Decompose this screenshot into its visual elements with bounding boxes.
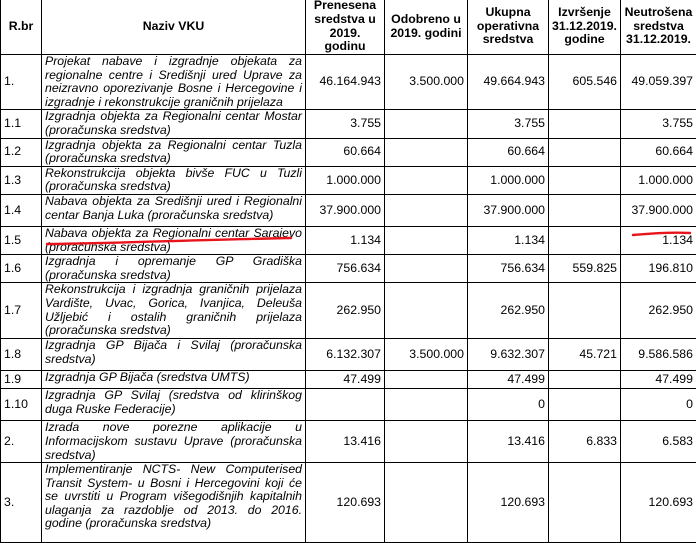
table-row: [1, 371, 696, 389]
cell-neutrosena: 3.755: [621, 110, 696, 138]
cell-ukupna: 13.416: [468, 421, 549, 463]
table-row: [1, 110, 696, 138]
cell-naziv: Rekonstrukcija objekta bivše FUC u Tuzli (proračunska sredstva): [42, 166, 306, 194]
cell-neutrosena: 120.693: [621, 463, 696, 543]
cell-naziv: Nabava objekta za Središnji ured i Regionalni centar Banja Luka (proračunska sredstva): [42, 194, 306, 226]
table-body: [1, 55, 696, 543]
cell-ukupna: 60.664: [468, 138, 549, 166]
table-row: [1, 194, 696, 226]
cell-rbr: 2.: [1, 421, 42, 463]
cell-izvrsenje: [549, 283, 621, 339]
cell-neutrosena: 1.134: [621, 226, 696, 254]
cell-neutrosena: 196.810: [621, 255, 696, 283]
cell-rbr: 1.2: [1, 138, 42, 166]
cell-odobreno: [385, 110, 468, 138]
cell-izvrsenje: 45.721: [549, 339, 621, 371]
cell-neutrosena: 262.950: [621, 283, 696, 339]
cell-rbr: 1.: [1, 55, 42, 110]
cell-prenesena: 47.499: [306, 371, 385, 389]
cell-neutrosena: 9.586.586: [621, 339, 696, 371]
cell-neutrosena: 49.059.397: [621, 55, 696, 110]
cell-neutrosena: 37.900.000: [621, 194, 696, 226]
cell-izvrsenje: [549, 389, 621, 421]
cell-naziv: Izgradnja objekta za Regionalni centar Tuzla (proračunska sredstva): [42, 138, 306, 166]
cell-prenesena: 1.134: [306, 226, 385, 254]
cell-rbr: 1.5: [1, 226, 42, 254]
cell-ukupna: 262.950: [468, 283, 549, 339]
cell-izvrsenje: 6.833: [549, 421, 621, 463]
table-row: [1, 166, 696, 194]
cell-prenesena: 3.755: [306, 110, 385, 138]
cell-naziv: Izgradnja GP Bijača i Svilaj (proračunska sredstva): [42, 339, 306, 371]
table-row: [1, 55, 696, 110]
table-header-row: [1, 0, 696, 55]
cell-naziv: Implementiranje NCTS- New Computerised Transit System- u Bosni i Hercegovini koji će se uvrstiti u Program višegodišnjih kapitalnih ulaganja za razdoblje od 2013. do 2016. godine (proračunska sredstva): [42, 463, 306, 543]
cell-odobreno: 3.500.000: [385, 55, 468, 110]
cell-ukupna: 3.755: [468, 110, 549, 138]
cell-prenesena: 6.132.307: [306, 339, 385, 371]
cell-izvrsenje: [549, 166, 621, 194]
cell-odobreno: [385, 421, 468, 463]
cell-neutrosena: 0: [621, 389, 696, 421]
cell-ukupna: 1.134: [468, 226, 549, 254]
cell-ukupna: 120.693: [468, 463, 549, 543]
header-naziv: Naziv VKU: [42, 0, 306, 55]
cell-prenesena: 46.164.943: [306, 55, 385, 110]
cell-prenesena: [306, 389, 385, 421]
cell-naziv: Izrada nove porezne aplikacije u Informacijskom sustavu Uprave (proračunska sredstva): [42, 421, 306, 463]
table-row: [1, 226, 696, 254]
table-row: [1, 138, 696, 166]
cell-prenesena: 13.416: [306, 421, 385, 463]
cell-neutrosena: 1.000.000: [621, 166, 696, 194]
cell-prenesena: 262.950: [306, 283, 385, 339]
cell-neutrosena: 6.583: [621, 421, 696, 463]
cell-naziv: Izgradnja objekta za Regionalni centar Mostar (proračunska sredstva): [42, 110, 306, 138]
cell-ukupna: 9.632.307: [468, 339, 549, 371]
cell-ukupna: 49.664.943: [468, 55, 549, 110]
cell-izvrsenje: [549, 110, 621, 138]
cell-odobreno: [385, 194, 468, 226]
cell-izvrsenje: [549, 138, 621, 166]
cell-rbr: 1.9: [1, 371, 42, 389]
header-rbr: R.br: [1, 0, 42, 55]
cell-izvrsenje: 605.546: [549, 55, 621, 110]
table-row: [1, 389, 696, 421]
cell-naziv: Rekonstrukcija i izgradnja graničnih prijelaza Vardište, Uvac, Gorica, Ivanjica, Deleuša Užljebić i ostalih graničnih prijelaza (proračunska sredstva): [42, 283, 306, 339]
header-izvrsenje: Izvršenje 31.12.2019. godine: [549, 0, 621, 55]
cell-rbr: 1.4: [1, 194, 42, 226]
cell-naziv: Nabava objekta za Regionalni centar Sarajevo (proračunska sredstva): [42, 226, 306, 254]
cell-odobreno: [385, 389, 468, 421]
header-ukupna: Ukupna operativna sredstva: [468, 0, 549, 55]
cell-odobreno: [385, 255, 468, 283]
header-odobreno: Odobreno u 2019. godini: [385, 0, 468, 55]
cell-neutrosena: 47.499: [621, 371, 696, 389]
cell-izvrsenje: [549, 194, 621, 226]
cell-prenesena: 120.693: [306, 463, 385, 543]
cell-odobreno: [385, 166, 468, 194]
table-row: [1, 421, 696, 463]
cell-prenesena: 756.634: [306, 255, 385, 283]
cell-naziv: Projekat nabave i izgradnje objekata za regionalne centre i Središnji ured Uprave za neizravno oporezivanje Bosne i Hercegovine i izgradnje i rekonstrukcije graničnih prijelaza: [42, 55, 306, 110]
header-prenesena: Prenesena sredstva u 2019. godinu: [306, 0, 385, 55]
cell-ukupna: 756.634: [468, 255, 549, 283]
cell-rbr: 3.: [1, 463, 42, 543]
cell-neutrosena: 60.664: [621, 138, 696, 166]
cell-rbr: 1.8: [1, 339, 42, 371]
table-row: [1, 339, 696, 371]
cell-naziv: Izgradnja GP Bijača (sredstva UMTS): [42, 371, 306, 389]
cell-ukupna: 37.900.000: [468, 194, 549, 226]
cell-izvrsenje: [549, 371, 621, 389]
cell-rbr: 1.10: [1, 389, 42, 421]
cell-rbr: 1.1: [1, 110, 42, 138]
cell-odobreno: [385, 371, 468, 389]
cell-odobreno: [385, 138, 468, 166]
cell-ukupna: 1.000.000: [468, 166, 549, 194]
cell-rbr: 1.7: [1, 283, 42, 339]
cell-prenesena: 60.664: [306, 138, 385, 166]
cell-odobreno: 3.500.000: [385, 339, 468, 371]
cell-ukupna: 0: [468, 389, 549, 421]
header-neutrosena: Neutrošena sredstva 31.12.2019.: [621, 0, 696, 55]
cell-izvrsenje: [549, 226, 621, 254]
table-row: [1, 255, 696, 283]
cell-izvrsenje: 559.825: [549, 255, 621, 283]
cell-naziv: Izgradnja i opremanje GP Gradiška (proračunska sredstva): [42, 255, 306, 283]
cell-odobreno: [385, 226, 468, 254]
cell-odobreno: [385, 283, 468, 339]
cell-prenesena: 37.900.000: [306, 194, 385, 226]
cell-ukupna: 47.499: [468, 371, 549, 389]
cell-rbr: 1.3: [1, 166, 42, 194]
cell-naziv: Izgradnja GP Svilaj (sredstva od klirinškog duga Ruske Federacije): [42, 389, 306, 421]
table-row: [1, 283, 696, 339]
cell-prenesena: 1.000.000: [306, 166, 385, 194]
cell-rbr: 1.6: [1, 255, 42, 283]
